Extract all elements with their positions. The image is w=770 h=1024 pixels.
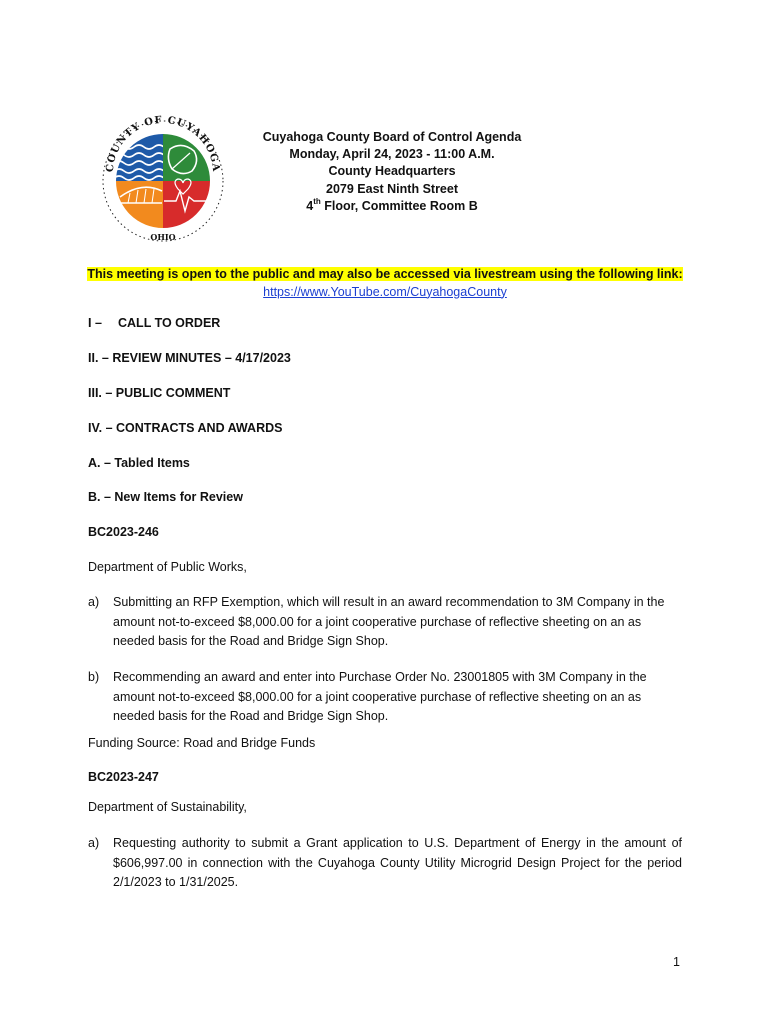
section-call-to-order: I – CALL TO ORDER [88, 316, 221, 330]
agenda-header [240, 129, 544, 215]
item-department: Department of Public Works, [88, 560, 247, 574]
section-new-items: B. – New Items for Review [88, 490, 243, 504]
item-id: BC2023-246 [88, 525, 159, 539]
notice-text: This meeting is open to the public and may also be accessed via livestream using the following link: [87, 267, 683, 281]
section-public-comment: III. – PUBLIC COMMENT [88, 386, 231, 400]
item-id: BC2023-247 [88, 770, 159, 784]
meeting-date-time: Monday, April 24, 2023 - 11:00 A.M. [289, 147, 495, 162]
section-contracts-awards: IV. – CONTRACTS AND AWARDS [88, 421, 283, 435]
item-department: Department of Sustainability, [88, 800, 247, 814]
page-number: 1 [673, 955, 680, 969]
item-funding-source: Funding Source: Road and Bridge Funds [88, 736, 316, 750]
meeting-address: 2079 East Ninth Street [326, 181, 458, 196]
meeting-room: 4th Floor, Committee Room B [306, 196, 478, 213]
item-sub-a: a) Requesting authority to submit a Grant application to U.S. Department of Energy in the amount of $606,997.00 in connection with the Cuyahoga County Utility Microgrid Design Project for the period 2/1/2023 to 1/31/2025. [88, 836, 682, 889]
section-tabled-items: A. – Tabled Items [88, 456, 190, 470]
public-notice [60, 266, 710, 301]
item-sub-a: a) Submitting an RFP Exemption, which will result in an award recommendation to 3M Company in the amount not-to-exceed $8,000.00 for a joint cooperative purchase of reflective sheeting on an as needed basis for the Road and Bridge Sign Shop. [88, 595, 665, 648]
meeting-location: County Headquarters [328, 164, 456, 179]
county-seal-logo [100, 111, 226, 245]
seal-bottom-text: OHIO [150, 232, 176, 242]
seal-top-text: COUNTY OF CUYAHOGA [104, 114, 222, 173]
item-sub-b: b) Recommending an award and enter into Purchase Order No. 23001805 with 3M Company in the amount not-to-exceed $8,000.00 for a joint cooperative purchase of reflective sheeting on an as needed basis for the Road and Bridge Sign Shop. [88, 670, 647, 723]
section-review-minutes: II. – REVIEW MINUTES – 4/17/2023 [88, 351, 291, 365]
youtube-link[interactable]: https://www.YouTube.com/CuyahogaCounty [263, 284, 507, 299]
agenda-title: Cuyahoga County Board of Control Agenda [262, 130, 522, 144]
